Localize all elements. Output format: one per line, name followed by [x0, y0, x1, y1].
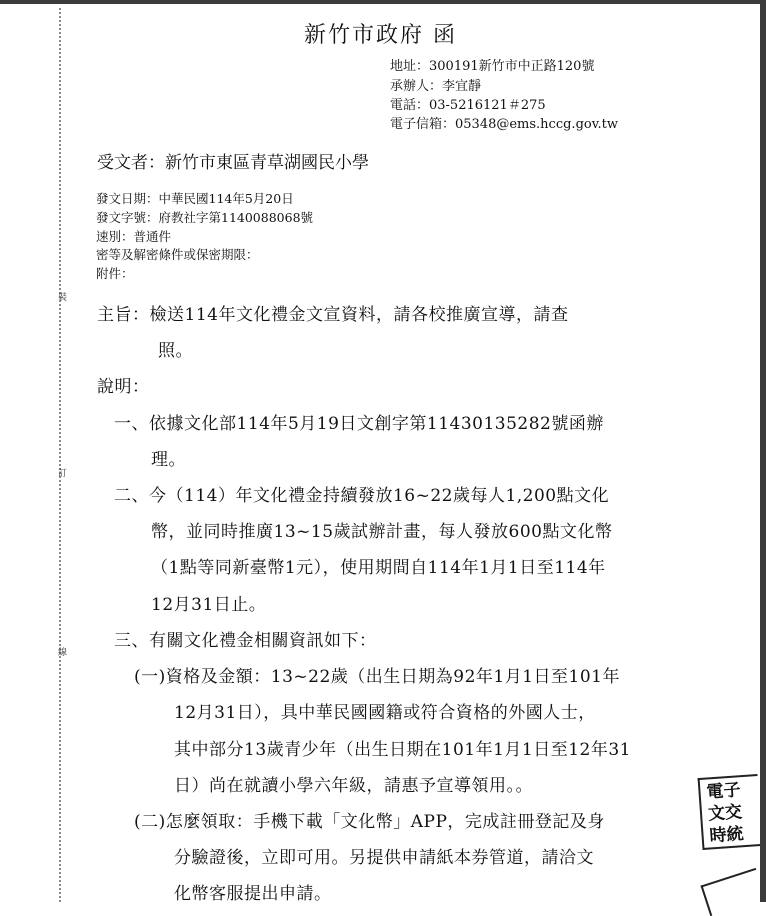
stamp-line-2: 文交	[707, 802, 743, 825]
issue-number: 發文字號：府教社字第1140088068號	[96, 210, 314, 225]
subject-line-2: 照。	[158, 341, 193, 361]
issue-date: 發文日期：中華民國114年5月20日	[96, 191, 294, 206]
item-two-line-4: 12月31日止。	[151, 595, 267, 615]
item-three-sub2-line-3: 化幣客服提出申請。	[174, 884, 332, 904]
electronic-exchange-stamp	[698, 774, 763, 850]
binding-dotted-line	[59, 8, 61, 902]
item-two-line-1: 二、今（114）年文化禮金持續發放16~22歲每人1,200點文化	[114, 486, 610, 506]
recipient: 受文者：新竹市東區青草湖國民小學	[97, 153, 369, 173]
explanation-label: 說明：	[97, 377, 150, 397]
secondary-stamp	[700, 868, 765, 916]
sender-phone: 電話：03-5216121＃275	[390, 98, 546, 113]
sender-contact: 承辦人：李宜靜	[390, 79, 482, 94]
stamp-line-3: 時統	[708, 824, 745, 847]
item-three-sub1-line-2: 12月31日），具中華民國國籍或符合資格的外國人士，	[174, 703, 596, 723]
item-one-line-1: 一、依據文化部114年5月19日文創字第11430135282號函辦	[114, 414, 604, 434]
secrecy-level: 密等及解密條件或保密期限：	[96, 247, 259, 262]
item-three-sub1-line-1: (一)資格及金額：13~22歲（出生日期為92年1月1日至101年	[134, 667, 620, 687]
document-title: 新竹市政府 函	[304, 23, 457, 48]
binding-mark-zhuang: 裝	[58, 293, 68, 303]
item-three-sub2-line-2: 分驗證後，立即可用。另提供申請紙本券管道，請洽文	[174, 848, 594, 868]
binding-mark-xian: 線	[58, 648, 68, 658]
item-three-heading: 三、有關文化禮金相關資訊如下：	[114, 631, 377, 651]
item-two-line-2: 幣，並同時推廣13~15歲試辦計畫，每人發放600點文化幣	[151, 522, 613, 542]
sender-address: 地址：300191新竹市中正路120號	[390, 59, 595, 74]
item-three-sub2-line-1: (二)怎麼領取：手機下載「文化幣」APP，完成註冊登記及身	[134, 812, 605, 832]
binding-mark-ding: 訂	[58, 469, 68, 479]
item-three-sub1-line-3: 其中部分13歲青少年（出生日期在101年1月1日至12年31	[174, 740, 631, 760]
item-three-sub1-line-4: 日）尚在就讀小學六年級，請惠予宣導領用。。	[174, 776, 533, 796]
viewer-right-border	[760, 0, 766, 902]
viewer-top-border	[0, 0, 766, 4]
sender-email: 電子信箱：05348@ems.hccg.gov.tw	[390, 117, 619, 132]
subject-line-1: 主旨：檢送114年文化禮金文宣資料，請各校推廣宣導，請查	[97, 305, 569, 325]
delivery-speed: 速別：普通件	[96, 229, 172, 244]
attachment: 附件：	[96, 266, 134, 281]
stamp-line-1: 電子	[705, 780, 742, 803]
item-one-line-2: 理。	[151, 450, 186, 470]
item-two-line-3: （1點等同新臺幣1元），使用期間自114年1月1日至114年	[151, 558, 606, 578]
